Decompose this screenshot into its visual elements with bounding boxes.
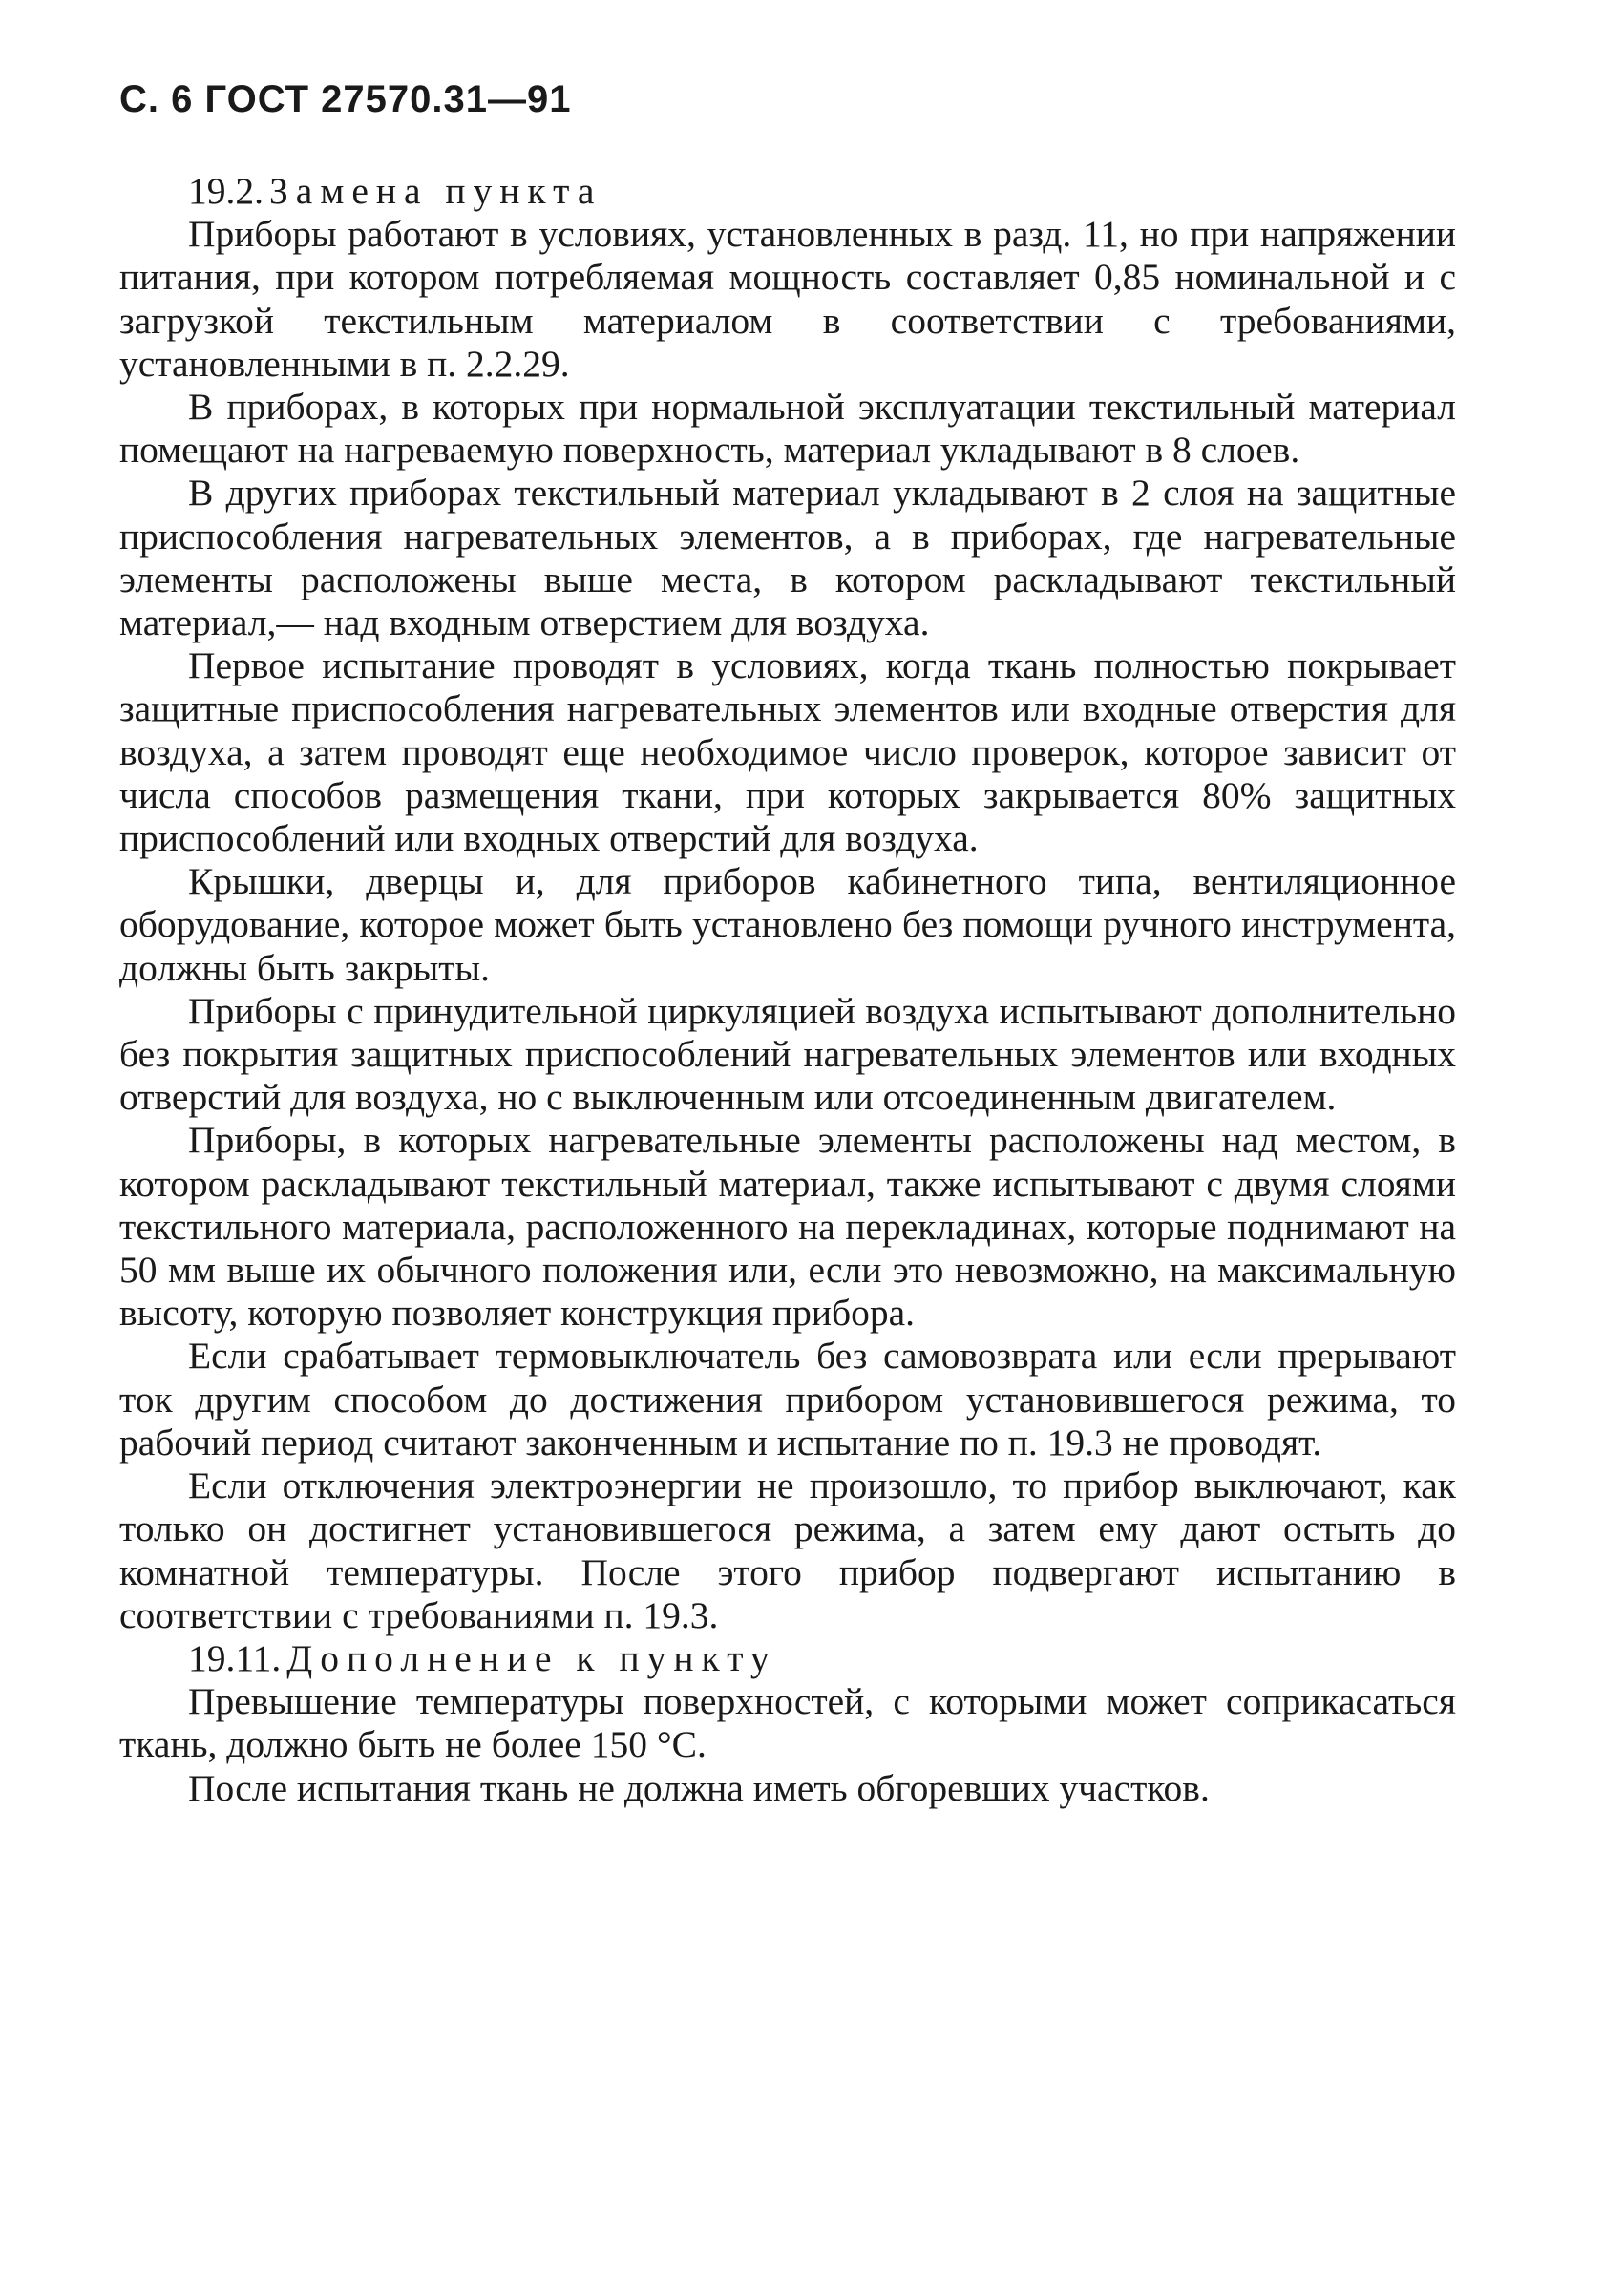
paragraph: В приборах, в которых при нормальной эксплуатации текстильный материал помещают на нагреваемую поверхность, материал укладывают в 8 слоев. (119, 386, 1456, 472)
section-heading-19-2 (188, 170, 1456, 213)
paragraph: После испытания ткань не должна иметь обгоревших участков. (188, 1766, 1210, 1809)
section-title: Дополнение к пункту (286, 1636, 777, 1679)
section-title: Замена пункта (269, 170, 602, 212)
document-page (119, 0, 1456, 2296)
paragraph: В других приборах текстильный материал укладывают в 2 слоя на защитные приспособления нагревательных элементов, а в приборах, где нагревательные элементы расположены выше места, в котором раскладывают текстильный материал,— над входным отверстием для воздуха. (119, 472, 1456, 644)
section-heading-19-11 (188, 1637, 1456, 1680)
running-head: С. 6 ГОСТ 27570.31—91 (119, 78, 572, 120)
paragraph: Превышение температуры поверхностей, с которыми может соприкасаться ткань, должно быть не более 150 °С. (119, 1680, 1456, 1766)
paragraph: Приборы, в которых нагревательные элементы расположены над местом, в котором раскладывают текстильный материал, также испытывают с двумя слоями текстильного материала, расположенного на перекладинах, которые поднимают на 50 мм выше их обычного положения или, если это невозможно, на максимальную высоту, которую позволяет конструкция прибора. (119, 1119, 1456, 1335)
paragraph: Если отключения электроэнергии не произошло, то прибор выключают, как только он достигнет установившегося режима, а затем ему дают остыть до комнатной температуры. После этого прибор подвергают испытанию в соответствии с требованиями п. 19.3. (119, 1464, 1456, 1636)
paragraph: Приборы работают в условиях, установленных в разд. 11, но при напряжении питания, при котором потребляемая мощность составляет 0,85 номинальной и с загрузкой текстильным материалом в соответствии с требованиями, установленными в п. 2.2.29. (119, 213, 1456, 385)
section-number: 19.11. (188, 1636, 282, 1679)
paragraph: Приборы с принудительной циркуляцией воздуха испытывают дополнительно без покрытия защитных приспособлений нагревательных элементов или входных отверстий для воздуха, но с выключенным или отсоединенным двигателем. (119, 989, 1456, 1119)
document-body (119, 170, 1456, 1810)
section-number: 19.2. (188, 170, 264, 212)
paragraph: Если срабатывает термовыключатель без самовозврата или если прерывают ток другим способом до достижения прибором установившегося режима, то рабочий период считают законченным и испытание по п. 19.3 не проводят. (119, 1335, 1456, 1464)
paragraph: Крышки, дверцы и, для приборов кабинетного типа, вентиляционное оборудование, которое может быть установлено без помощи ручного инструмента, должны быть закрыты. (119, 860, 1456, 989)
paragraph: Первое испытание проводят в условиях, когда ткань полностью покрывает защитные приспособления нагревательных элементов или входные отверстия для воздуха, а затем проводят еще необходимое число проверок, которое зависит от числа способов размещения ткани, при которых закрывается 80% защитных приспособлений или входных отверстий для воздуха. (119, 644, 1456, 860)
